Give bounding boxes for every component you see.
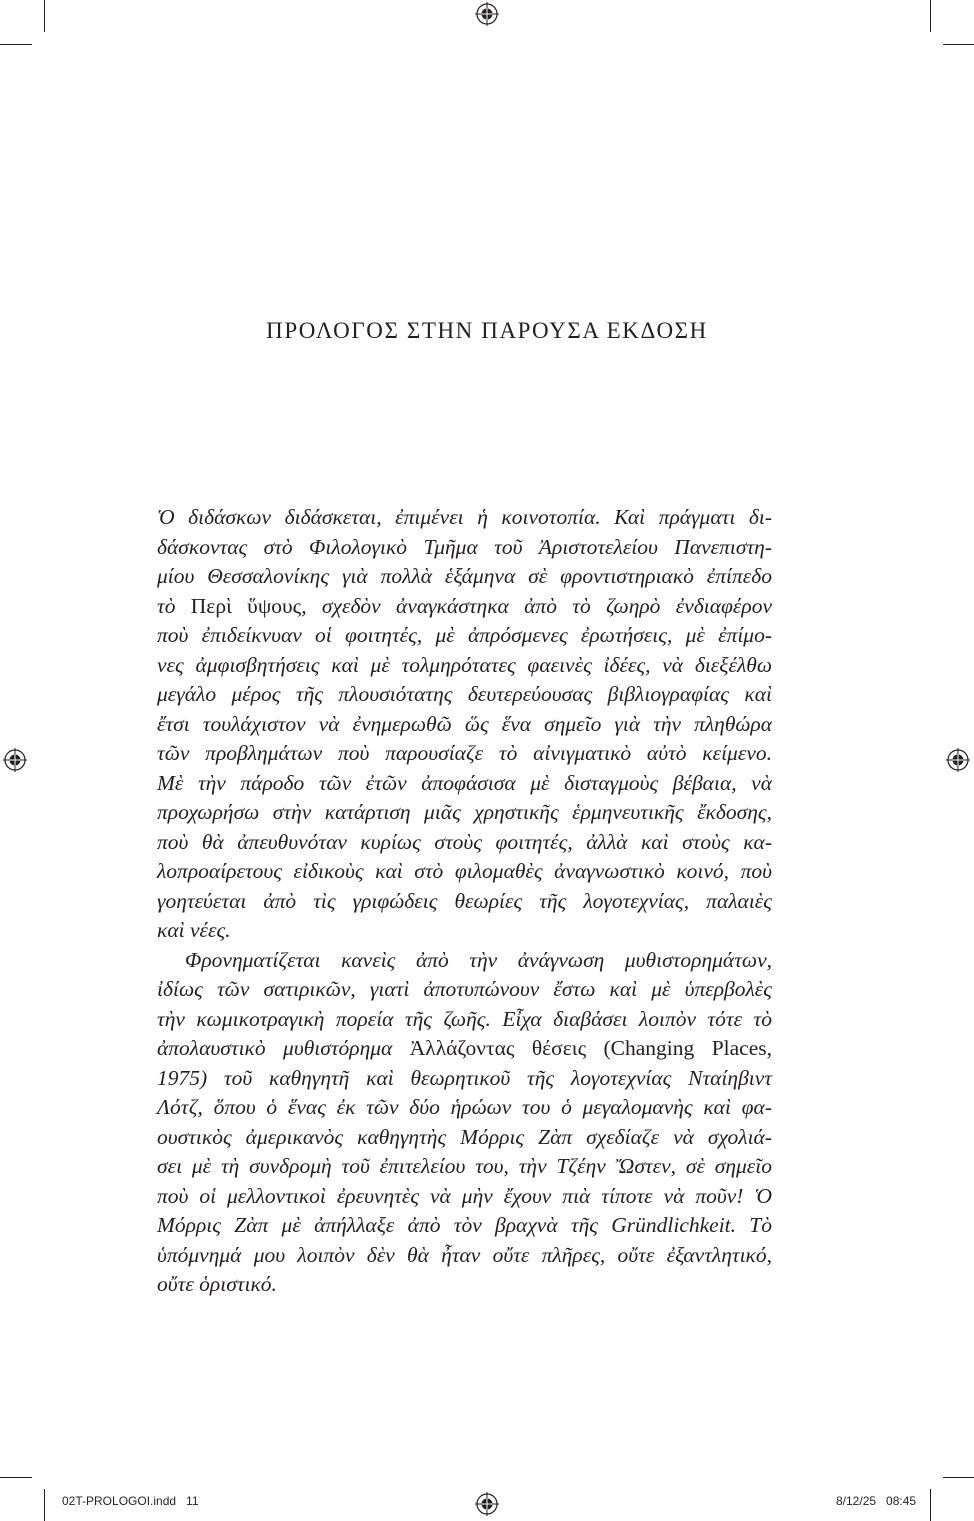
crop-mark-top-left-h [0,44,32,45]
text-line [157,769,772,799]
text-line [157,1123,772,1153]
italic-text: τὸ [157,593,191,618]
slug-datetime: 8/12/25 08:45 [836,1494,917,1508]
registration-mark-icon [475,2,499,26]
italic-text: οὔτε ὁριστικό. [157,1272,277,1296]
slug-file-label: 02T-PROLOGOI.indd 11 [62,1494,199,1508]
text-line [157,1241,772,1271]
text-line [157,1093,772,1123]
italic-text: 1975) τοῦ καθηγητῆ καὶ θεωρητικοῦ τῆς λογοτεχνίας Νταίηβιντ [157,1065,772,1090]
italic-text: μεγάλο μέρος τῆς πλουσιότατης δευτερεύουσας βιβλιογραφίας καὶ [157,682,772,706]
text-line [157,916,772,946]
prologue-body [157,503,772,1300]
text-line [157,533,772,563]
text-line [157,1270,772,1300]
italic-text: γοητεύεται ἀπὸ τὶς γριφώδεις θεωρίες τῆς λογοτεχνίας, παλαιὲς [157,888,772,913]
text-line [157,946,772,976]
italic-text: Ὁ διδάσκων διδάσκεται, ἐπιμένει ἡ κοινοτοπία. Καὶ πράγματι δι- [157,505,772,529]
crop-mark-top-right-h [943,44,974,45]
upright-text: Ἀλλάζοντας θέσεις (Changing Places, [409,1036,773,1060]
italic-text: , σχεδὸν ἀναγκάστηκα ἀπὸ τὸ ζωηρὸ ἐνδιαφέρον [301,593,773,618]
crop-mark-bottom-right-h [943,1477,974,1478]
crop-mark-bottom-left-h [0,1477,32,1478]
text-line [157,1034,772,1064]
italic-text: καὶ νέες. [157,918,231,942]
italic-text: ποὺ ἐπιδείκνυαν οἱ φοιτητές, μὲ ἀπρόσμενες ἐρωτήσεις, μὲ ἐπίμο- [157,623,772,647]
italic-text: ἰδίως τῶν σατιρικῶν, γιατὶ ἀποτυπώνουν ἔστω καὶ μὲ ὑπερβολὲς [157,977,772,1001]
text-line [157,887,772,917]
text-line [157,1064,772,1094]
upright-text: Περὶ ὕψους [190,593,302,618]
registration-mark-icon [475,1492,499,1516]
registration-mark-icon [946,748,970,772]
italic-text: Μὲ τὴν πάροδο τῶν ἐτῶν ἀποφάσισα μὲ δισταγμοὺς βέβαια, νὰ [157,770,772,795]
text-line [157,975,772,1005]
text-line [157,739,772,769]
italic-text: τῶν προβλημάτων ποὺ παρουσίαζε τὸ αἰνιγματικὸ αὐτὸ κείμενο. [157,741,772,765]
text-line [157,592,772,622]
text-line [157,1182,772,1212]
italic-text: προχωρήσω στὴν κατάρτιση μιᾶς χρηστικῆς ἑρμηνευτικῆς ἔκδοσης, [157,800,772,824]
text-line [157,857,772,887]
italic-text: ἔτσι τουλάχιστον νὰ ἐνημερωθῶ ὥς ἕνα σημεῖο γιὰ τὴν πληθώρα [157,711,772,736]
italic-text: ὑπόμνημά μου λοιπὸν δὲν θὰ ἦταν οὔτε πλῆρες, οὔτε ἐξαντλητικό, [157,1242,772,1267]
italic-text: σει μὲ τὴ συνδρομὴ τοῦ ἐπιτελείου του, τὴν Τζέην Ὤστεν, σὲ σημεῖο [157,1154,772,1178]
text-line [157,651,772,681]
italic-text: ἀπολαυστικὸ μυθιστόρημα [157,1036,410,1060]
crop-mark-bottom-right [930,1489,931,1521]
crop-mark-top-left [44,0,45,32]
italic-text: Μόρρις Ζὰπ μὲ ἀπήλλαξε ἀπὸ τὸν βραχνὰ τῆς Gründlichkeit. Τὸ [157,1213,772,1237]
text-line [157,798,772,828]
italic-text: λοπροαίρετους εἰδικοὺς καὶ στὸ φιλομαθὲς ἀναγνωστικὸ κοινό, ποὺ [157,859,772,883]
crop-mark-top-right [930,0,931,32]
text-line [157,621,772,651]
italic-text: μίου Θεσσαλονίκης γιὰ πολλὰ ἑξάμηνα σὲ φροντιστηριακὸ ἐπίπεδο [157,564,772,588]
text-line [157,562,772,592]
italic-text: δάσκοντας στὸ Φιλολογικὸ Τμῆμα τοῦ Ἀριστοτελείου Πανεπιστη- [157,534,772,559]
italic-text: Φρονηματίζεται κανεὶς ἀπὸ τὴν ἀνάγνωση μυθιστορημάτων, [185,947,772,972]
italic-text: τὴν κωμικοτραγικὴ πορεία τῆς ζωῆς. Εἶχα διαβάσει λοιπὸν τότε τὸ [157,1006,772,1031]
text-line [157,680,772,710]
text-line [157,1152,772,1182]
page-title: ΠΡΟΛΟΓΟΣ ΣΤΗΝ ΠΑΡΟΥΣΑ ΕΚΔΟΣΗ [266,318,708,343]
italic-text: ποὺ θὰ ἀπευθυνόταν κυρίως στοὺς φοιτητές, ἀλλὰ καὶ στοὺς κα- [157,829,772,854]
text-line [157,710,772,740]
text-line [157,503,772,533]
italic-text: νες ἀμφισβητήσεις καὶ μὲ τολμηρότατες φαεινὲς ἰδέες, νὰ διεξέλθω [157,652,772,677]
text-line [157,1211,772,1241]
italic-text: ποὺ οἱ μελλοντικοὶ ἐρευνητὲς νὰ μὴν ἔχουν πιὰ τίποτε νὰ ποῦν! Ὁ [157,1183,772,1208]
crop-mark-bottom-left [44,1489,45,1521]
text-line [157,1005,772,1035]
italic-text: Λότζ, ὅπου ὁ ἕνας ἐκ τῶν δύο ἡρώων του ὁ μεγαλομανὴς καὶ φα- [157,1095,772,1119]
registration-mark-icon [3,748,27,772]
text-line [157,828,772,858]
italic-text: ουστικὸς ἀμερικανὸς καθηγητὴς Μόρρις Ζὰπ σχεδίαζε νὰ σχολιά- [157,1124,772,1149]
